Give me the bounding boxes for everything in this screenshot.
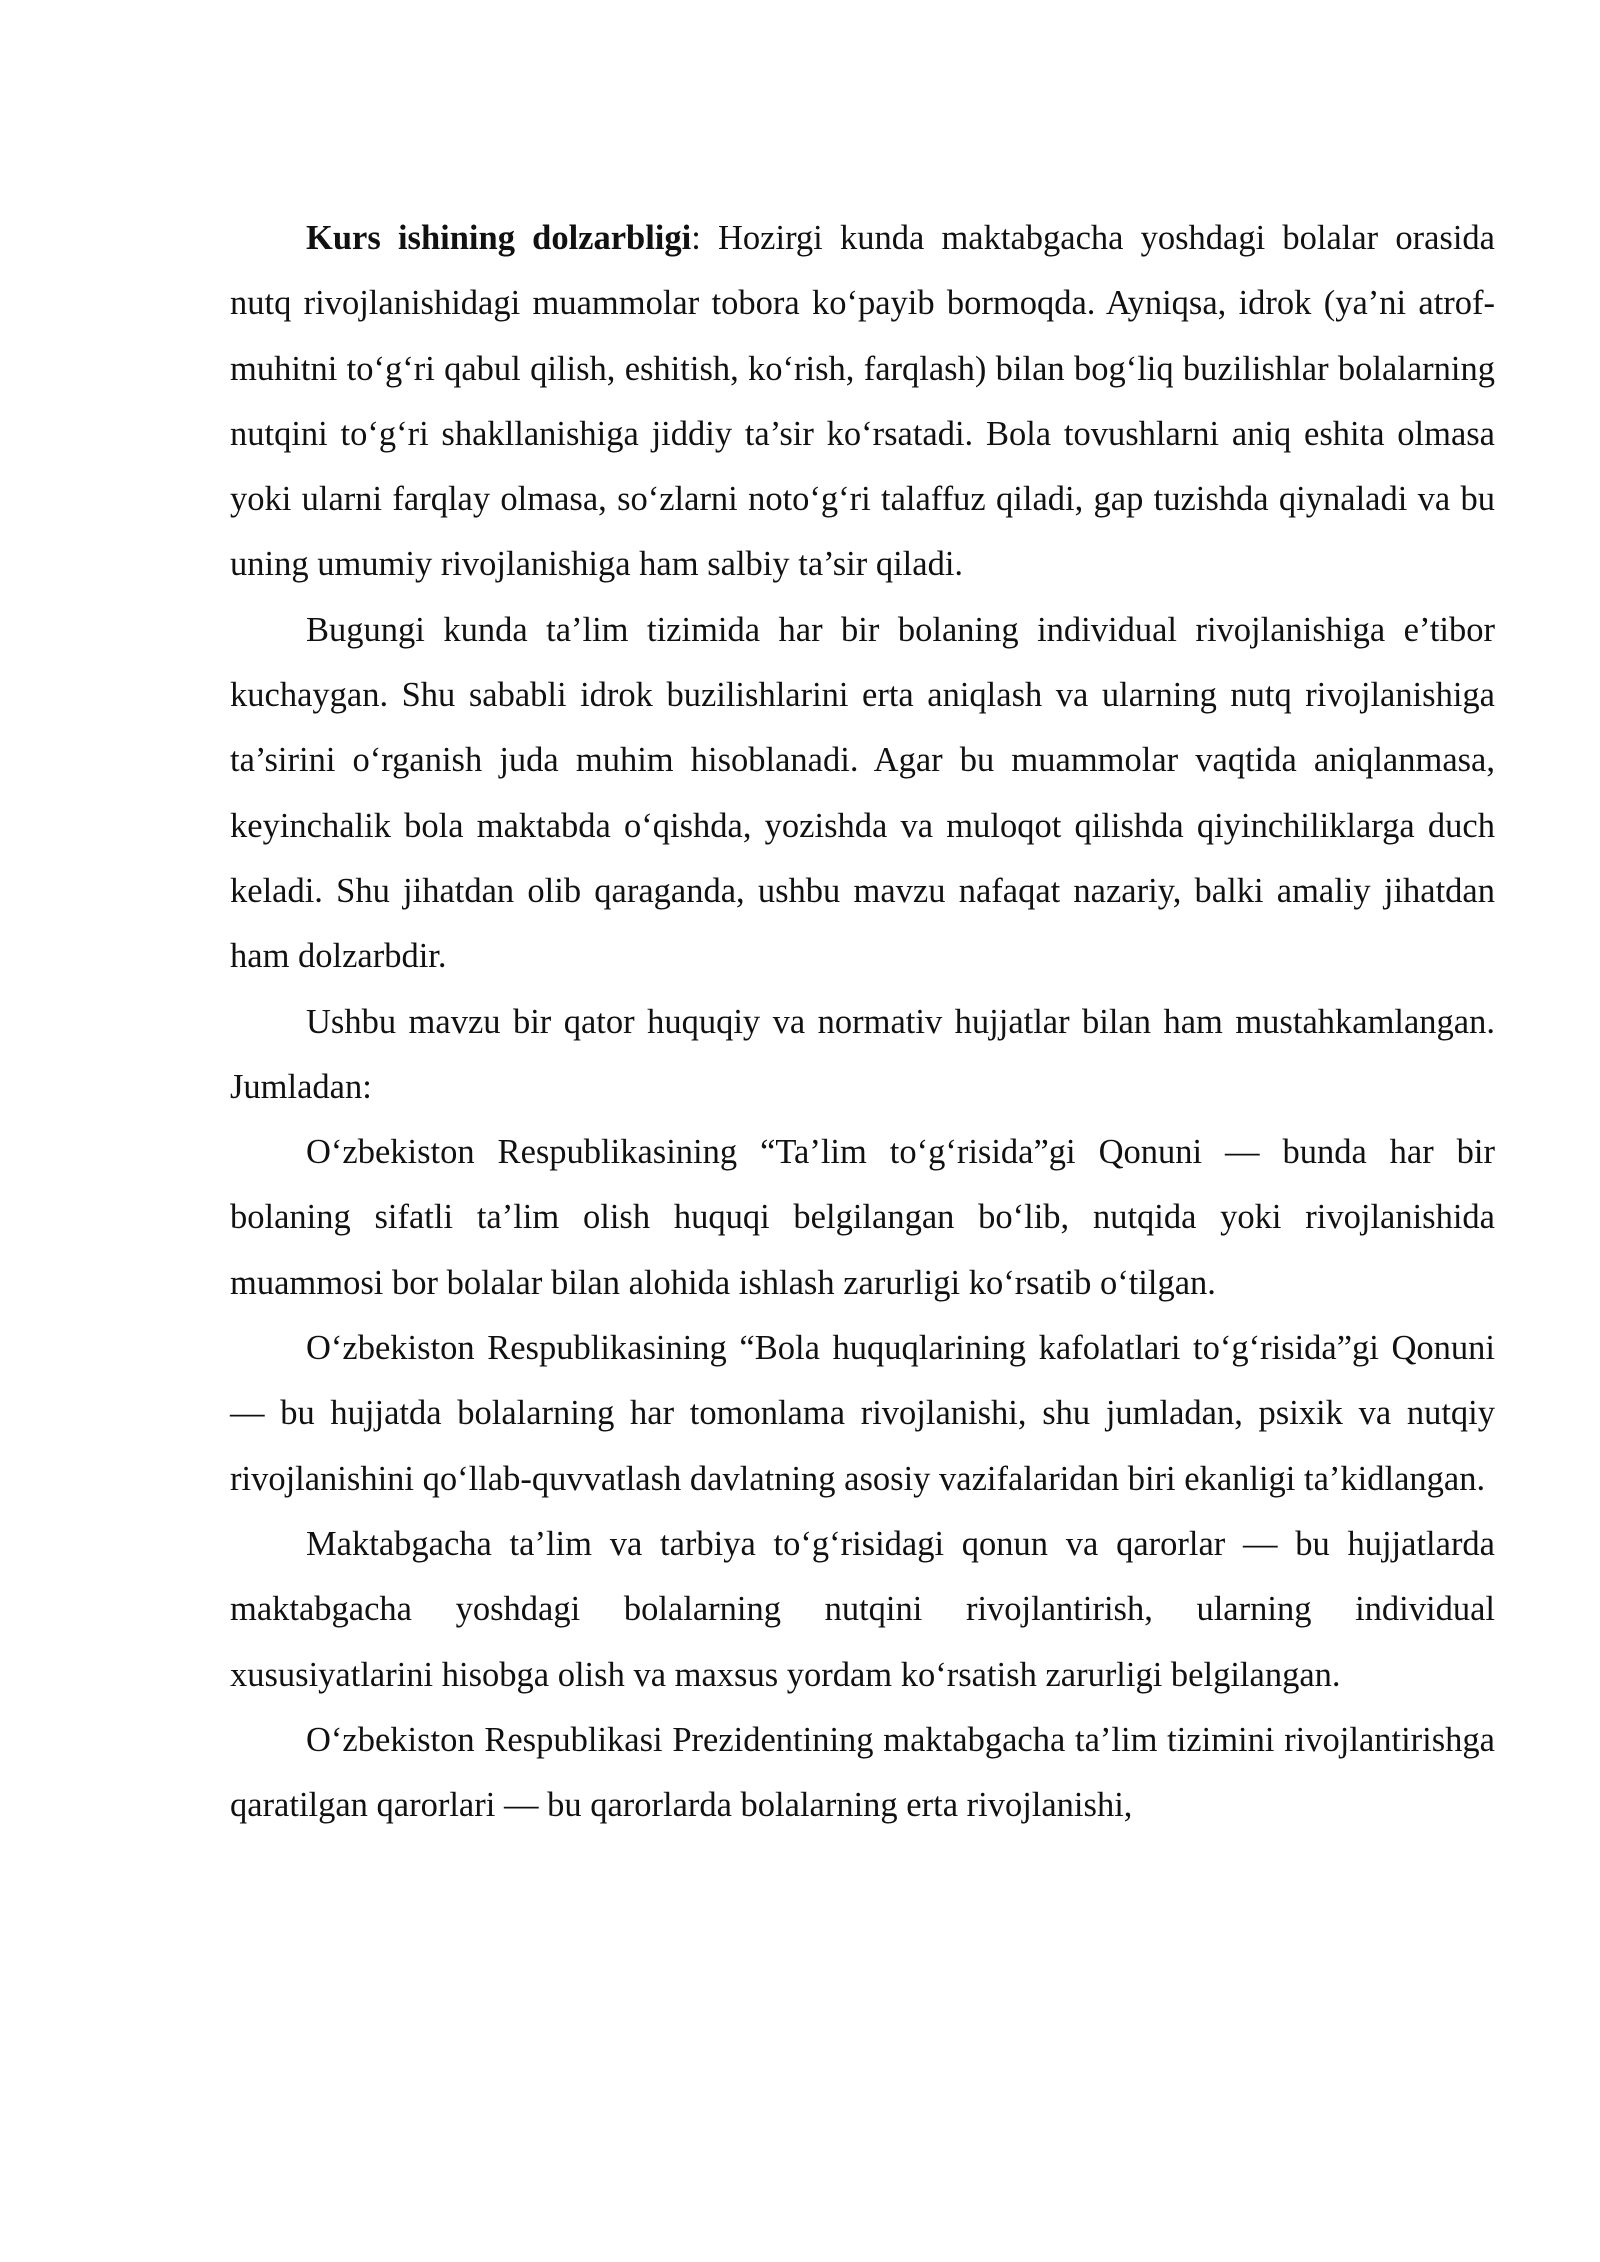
paragraph-legal-basis	[230, 990, 1495, 1121]
paragraph-text: O‘zbekiston Respublikasining “Bola huquqlarining kafolatlari to‘g‘risida”gi Qonuni — bu hujjatda bolalarning har tomonlama rivojlanishi, shu jumladan, psixik va nutqiy rivojlanishini qo‘llab-quvvatlash davlatning asosiy vazifalaridan biri ekanligi ta’kidlangan.	[230, 1329, 1495, 1498]
paragraph-education-law	[230, 1120, 1495, 1316]
paragraph-text: O‘zbekiston Respublikasi Prezidentining maktabgacha ta’lim tizimini rivojlantirishga qaratilgan qarorlari — bu qarorlarda bolalarning erta rivojlanishi,	[230, 1720, 1495, 1825]
paragraph-text: Maktabgacha ta’lim va tarbiya to‘g‘risidagi qonun va qarorlar — bu hujjatlarda maktabgacha yoshdagi bolalarning nutqini rivojlantirish, ularning individual xususiyatlarini hisobga olish va maxsus yordam ko‘rsatish zarurligi belgilangan.	[230, 1524, 1495, 1694]
paragraph-text: O‘zbekiston Respublikasining “Ta’lim to‘g‘risida”gi Qonuni — bunda har bir bolaning sifatli ta’lim olish huquqi belgilangan bo‘lib, nutqida yoki rivojlanishida muammosi bor bolalar bilan alohida ishlash zarurligi ko‘rsatib o‘tilgan.	[230, 1133, 1495, 1302]
paragraph-education-system	[230, 598, 1495, 990]
paragraph-text: Bugungi kunda ta’lim tizimida har bir bolaning individual rivojlanishiga e’tibor kuchaygan. Shu sababli idrok buzilishlarini erta aniqlash va ularning nutq rivojlanishiga ta’sirini o‘rganish juda muhim hisoblanadi. Agar bu muammolar vaqtida aniqlanmasa, keyinchalik bola maktabda o‘qishda, yozishda va muloqot qilishda qiyinchiliklarga duch keladi. Shu jihatdan olib qaraganda, ushbu mavzu nafaqat nazariy, balki amaliy jihatdan ham dolzarbdir.	[230, 610, 1495, 976]
paragraph-text: : Hozirgi kunda maktabgacha yoshdagi bolalar orasida nutq rivojlanishidagi muammolar tobora ko‘payib bormoqda. Ayniqsa, idrok (ya’ni atrof-muhitni to‘g‘ri qabul qilish, eshitish, ko‘rish, farqlash) bilan bog‘liq buzilishlar bolalarning nutqini to‘g‘ri shakllanishiga jiddiy ta’sir ko‘rsatadi. Bola tovushlarni aniq eshita olmasa yoki ularni farqlay olmasa, so‘zlarni noto‘g‘ri talaffuz qiladi, gap tuzishda qiynaladi va bu uning umumiy rivojlanishiga ham salbiy ta’sir qiladi.	[230, 219, 1495, 584]
paragraph-child-rights-law	[230, 1316, 1495, 1512]
paragraph-preschool-laws	[230, 1512, 1495, 1708]
paragraph-presidential-decrees	[230, 1708, 1495, 1839]
paragraph-relevance	[230, 206, 1495, 598]
paragraph-text: Ushbu mavzu bir qator huquqiy va normativ hujjatlar bilan ham mustahkamlangan. Jumladan:	[230, 1002, 1495, 1106]
relevance-heading: Kurs ishining dolzarbligi	[306, 219, 692, 257]
document-page	[230, 206, 1495, 1838]
